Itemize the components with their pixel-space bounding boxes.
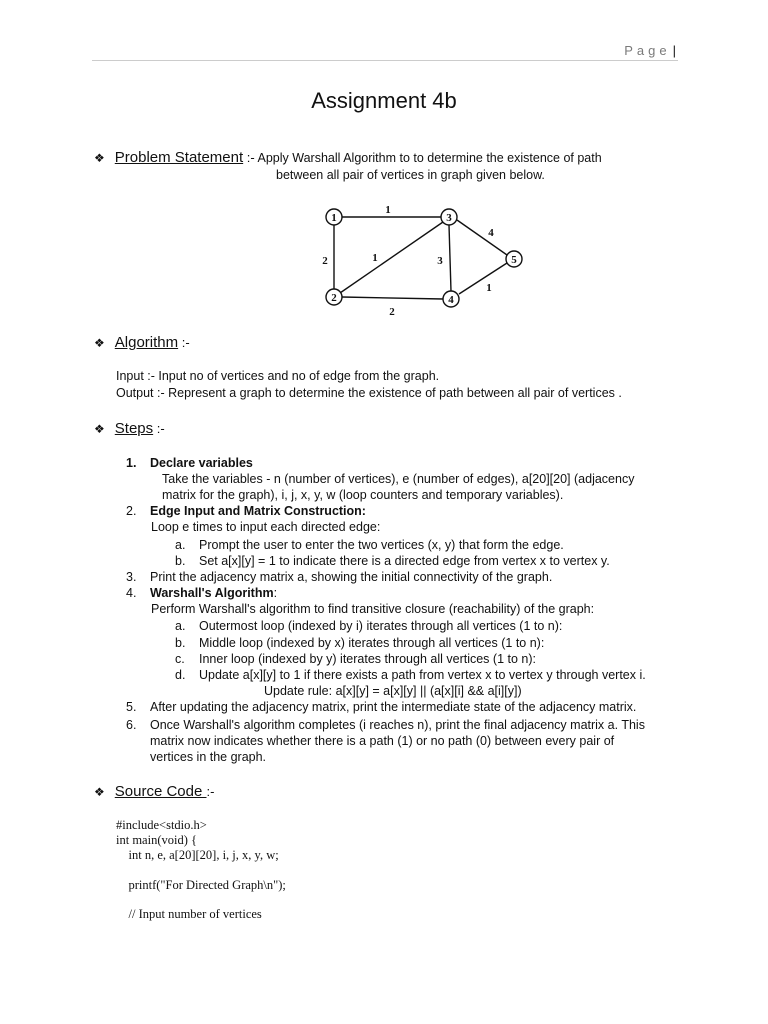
page-number-header	[624, 43, 676, 58]
weight-3-4: 3	[437, 255, 443, 267]
problem-line-1: Apply Warshall Algorithm to to determine the existence of path	[254, 151, 602, 165]
step-4-title	[150, 585, 277, 601]
page-bar: |	[672, 43, 676, 58]
weight-4-5: 1	[486, 282, 492, 294]
source-code-heading	[94, 782, 214, 802]
step-6-line-2: matrix now indicates whether there is a path (1) or no path (0) between every pair of	[150, 734, 615, 748]
step-5-number: 5.	[126, 700, 137, 714]
weight-1-2: 2	[322, 255, 328, 267]
diamond-bullet-icon: ❖	[94, 785, 105, 799]
step-4c-text: Inner loop (indexed by y) iterates through all vertices (1 to n):	[199, 652, 536, 666]
step-4-number: 4.	[126, 586, 137, 600]
node-label-4: 4	[448, 294, 454, 306]
diamond-bullet-icon: ❖	[94, 422, 105, 436]
node-label-2: 2	[331, 292, 337, 304]
weight-2-4: 2	[389, 306, 395, 318]
step-2-title: Edge Input and Matrix Construction:	[150, 504, 366, 518]
diamond-bullet-icon: ❖	[94, 336, 105, 350]
step-4d-marker: d.	[175, 668, 186, 682]
code-line-comment: // Input number of vertices	[116, 907, 262, 921]
step-4b-text: Middle loop (indexed by x) iterates through all vertices (1 to n):	[199, 636, 545, 650]
edge-4-5	[459, 263, 507, 294]
weight-2-3: 1	[372, 252, 378, 264]
step-1-title: Declare variables	[150, 456, 253, 470]
steps-heading-suffix: :-	[153, 421, 165, 436]
algorithm-heading	[94, 333, 190, 353]
edge-2-4	[342, 297, 443, 299]
step-2b-text: Set a[x][y] = 1 to indicate there is a directed edge from vertex x to vertex y.	[199, 554, 610, 568]
problem-statement-heading	[94, 148, 602, 168]
step-4a-marker: a.	[175, 619, 186, 633]
step-2a-marker: a.	[175, 538, 186, 552]
source-heading-text: Source Code	[114, 783, 207, 800]
problem-heading-text: Problem Statement	[114, 149, 244, 166]
code-line-main: int main(void) {	[116, 833, 197, 847]
header-rule	[92, 60, 678, 61]
node-label-3: 3	[446, 212, 452, 224]
weighted-graph-figure	[300, 196, 540, 324]
step-4b-marker: b.	[175, 636, 186, 650]
step-6-line-3: vertices in the graph.	[150, 750, 267, 764]
step-3-text: Print the adjacency matrix a, showing the initial connectivity of the graph.	[150, 570, 553, 584]
step-1-line-2: matrix for the graph), i, j, x, y, w (loop counters and temporary variables).	[162, 488, 564, 502]
weight-3-5: 4	[488, 227, 494, 239]
algorithm-output: Output :- Represent a graph to determine the existence of path between all pair of vertices .	[116, 386, 622, 400]
step-4-update-rule: Update rule: a[x][y] = a[x][y] || (a[x][i] && a[i][y])	[264, 684, 522, 698]
document-title: Assignment 4b	[311, 88, 457, 113]
step-4-title-text: Warshall's Algorithm	[150, 586, 274, 600]
step-1-number: 1.	[126, 456, 137, 470]
code-line-declarations: int n, e, a[20][20], i, j, x, y, w;	[116, 848, 279, 862]
step-6-number: 6.	[126, 718, 137, 732]
step-1-line-1: Take the variables - n (number of vertices), e (number of edges), a[20][20] (adjacency	[162, 472, 635, 486]
step-4-title-colon: :	[273, 586, 278, 600]
edge-3-4	[449, 225, 451, 291]
steps-heading	[94, 419, 165, 439]
steps-heading-text: Steps	[114, 420, 154, 437]
step-3-number: 3.	[126, 570, 137, 584]
source-heading-suffix: :-	[206, 784, 215, 799]
step-2b-marker: b.	[175, 554, 186, 568]
weight-1-3: 1	[385, 204, 391, 216]
page-label: Page	[624, 43, 671, 58]
step-2a-text: Prompt the user to enter the two vertices (x, y) that form the edge.	[199, 538, 564, 552]
edge-3-5	[457, 220, 507, 255]
step-6-line-1: Once Warshall's algorithm completes (i reaches n), print the final adjacency matrix a. This	[150, 718, 645, 732]
algorithm-heading-suffix: :-	[178, 335, 190, 350]
algorithm-input: Input :- Input no of vertices and no of edge from the graph.	[116, 369, 440, 383]
step-4c-marker: c.	[175, 652, 185, 666]
node-label-5: 5	[511, 254, 517, 266]
edge-2-3	[340, 222, 443, 293]
code-line-include: #include<stdio.h>	[116, 818, 207, 832]
diamond-bullet-icon: ❖	[94, 151, 105, 165]
step-5-text: After updating the adjacency matrix, print the intermediate state of the adjacency matrix.	[150, 700, 637, 714]
step-2-number: 2.	[126, 504, 137, 518]
algorithm-heading-text: Algorithm	[114, 334, 179, 351]
step-2-line-1: Loop e times to input each directed edge:	[151, 520, 381, 534]
step-4a-text: Outermost loop (indexed by i) iterates through all vertices (1 to n):	[199, 619, 563, 633]
code-line-printf: printf("For Directed Graph\n");	[116, 878, 286, 892]
problem-line-2: between all pair of vertices in graph given below.	[276, 168, 545, 182]
problem-heading-suffix: :-	[243, 150, 255, 165]
step-4-line-1: Perform Warshall's algorithm to find transitive closure (reachability) of the graph:	[151, 602, 595, 616]
step-4d-text: Update a[x][y] to 1 if there exists a path from vertex x to vertex y through vertex i.	[199, 668, 646, 682]
node-label-1: 1	[331, 212, 337, 224]
